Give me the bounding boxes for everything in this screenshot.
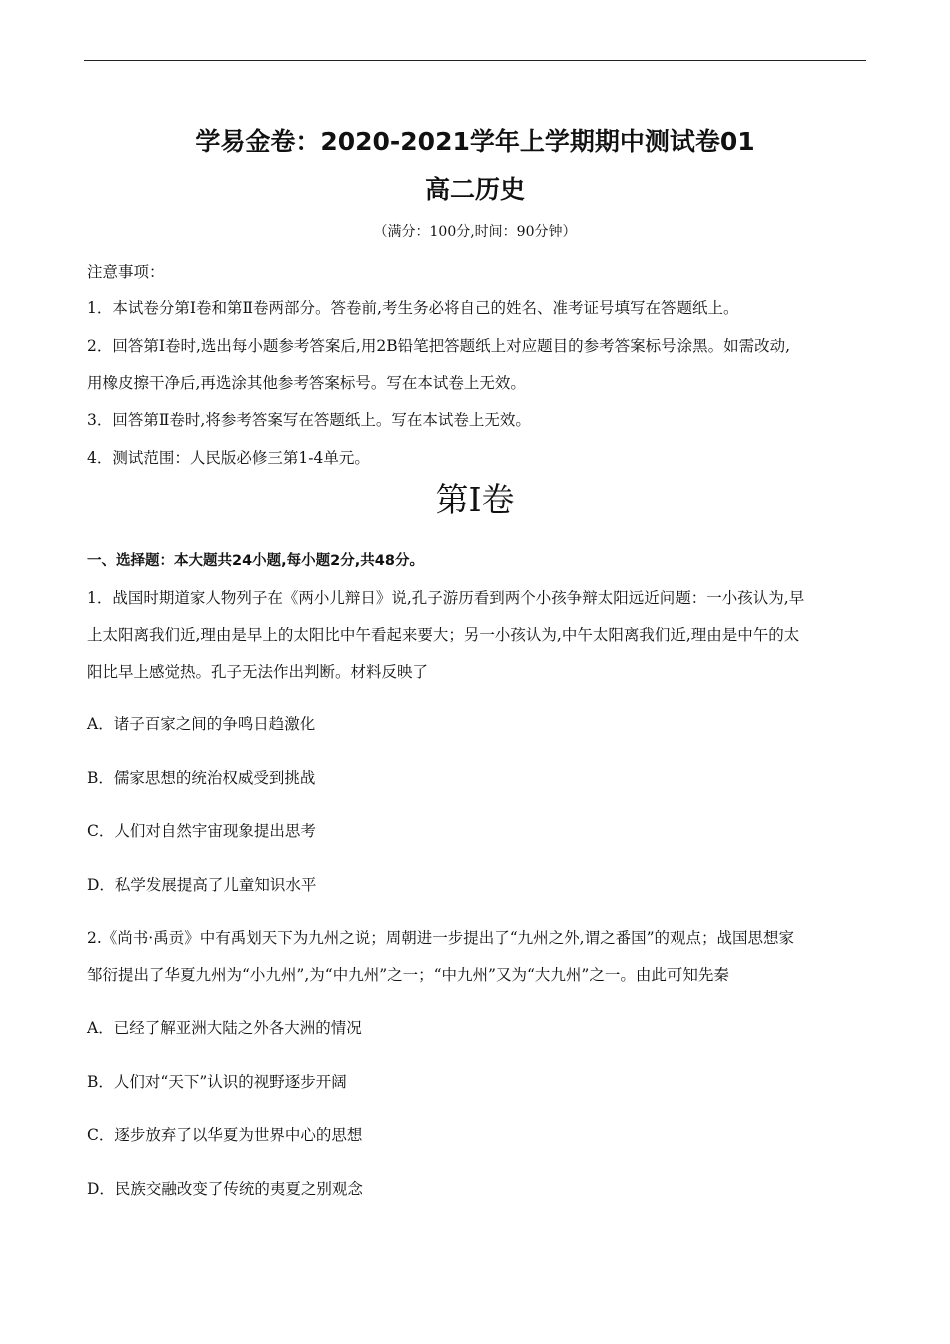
section-heading: 一、选择题：本大题共24小题,每小题2分,共48分。	[87, 553, 424, 569]
notice-heading: 注意事项：	[87, 263, 165, 281]
notice-item-3: 3．回答第Ⅱ卷时,将参考答案写在答题纸上。写在本试卷上无效。	[87, 411, 531, 429]
q1-option-d: D．私学发展提高了儿童知识水平	[87, 876, 317, 894]
q2-line-1: 2.《尚书·禹贡》中有禹划天下为九州之说；周朝进一步提出了“九州之外,谓之番国”的观点；战国思想家	[87, 929, 794, 947]
q2-line-2: 邹衍提出了华夏九州为“小九州”,为“中九州”之一；“中九州”又为“大九州”之一。由此可知先秦	[87, 966, 729, 984]
exam-title: 学易金卷：2020-2021学年上学期期中测试卷01	[195, 127, 755, 156]
q1-line-3: 阳比早上感觉热。孔子无法作出判断。材料反映了	[87, 663, 429, 681]
q2-option-a: A．已经了解亚洲大陆之外各大洲的情况	[87, 1019, 362, 1037]
header-rule	[84, 60, 866, 61]
notice-item-2: 2．回答第Ⅰ卷时,选出每小题参考答案后,用2B铅笔把答题纸上对应题目的参考答案标号涂黑。如需改动,	[87, 337, 791, 355]
exam-meta: （满分：100分,时间：90分钟）	[373, 224, 577, 240]
q2-option-d: D．民族交融改变了传统的夷夏之别观念	[87, 1180, 363, 1198]
notice-item-1: 1．本试卷分第Ⅰ卷和第Ⅱ卷两部分。答卷前,考生务必将自己的姓名、准考证号填写在答题纸上。	[87, 299, 739, 317]
q1-line-2: 上太阳离我们近,理由是早上的太阳比中午看起来要大；另一小孩认为,中午太阳离我们近,理由是中午的太	[87, 626, 800, 644]
q1-line-1: 1．战国时期道家人物列子在《两小儿辩日》说,孔子游历看到两个小孩争辩太阳远近问题：一小孩认为,早	[87, 589, 805, 607]
q1-option-b: B．儒家思想的统治权威受到挑战	[87, 769, 316, 787]
subject-title: 高二历史	[424, 175, 525, 204]
q2-option-b: B．人们对“天下”认识的视野逐步开阔	[87, 1073, 347, 1091]
notice-item-4: 4．测试范围：人民版必修三第1-4单元。	[87, 449, 370, 467]
q1-option-c: C．人们对自然宇宙现象提出思考	[87, 822, 316, 840]
notice-item-2-cont: 用橡皮擦干净后,再选涂其他参考答案标号。写在本试卷上无效。	[87, 374, 526, 392]
q1-option-a: A．诸子百家之间的争鸣日趋激化	[87, 715, 316, 733]
q2-option-c: C．逐步放弃了以华夏为世界中心的思想	[87, 1126, 363, 1144]
volume-title: 第Ⅰ卷	[435, 480, 515, 519]
